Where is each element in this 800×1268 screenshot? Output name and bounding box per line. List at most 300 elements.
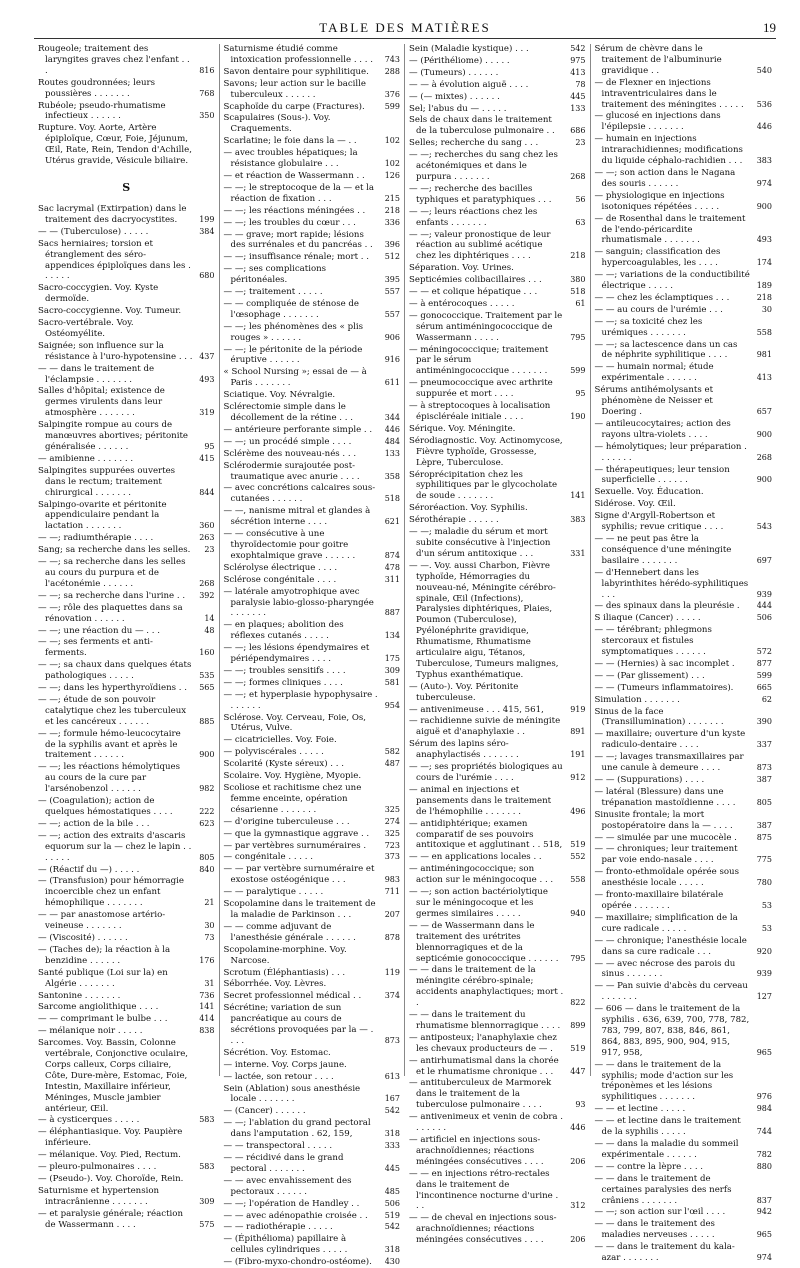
entry-page: 413 <box>756 373 772 383</box>
entry-text: Scopolamine-morphine. Voy. Narcose. <box>223 944 347 966</box>
index-entry <box>224 1199 401 1210</box>
entry-text: — par vertèbres surnuméraires . <box>223 840 367 851</box>
entry-page: 939 <box>756 969 772 979</box>
entry-text: Sérique. Voy. Méningite. <box>409 423 516 434</box>
entry-text: — — humain normal; étude expérimentale . . . . . . <box>594 362 714 384</box>
index-entry <box>224 678 401 689</box>
entry-page: 390 <box>756 717 772 727</box>
entry-text: Sein (Maladie kystique) . . . <box>409 44 529 54</box>
index-entry <box>595 1207 773 1218</box>
index-entry <box>595 613 773 624</box>
entry-page: 73 <box>204 932 215 942</box>
entry-text: — —, nanisme mitral et glandes à sécrétion interne . . . . <box>223 506 371 528</box>
entry-page: 133 <box>384 448 400 458</box>
entry-text: — avec troubles hépatiques; la résistance globulaire . . . <box>223 148 358 170</box>
index-entry <box>409 1169 586 1213</box>
entry-page: 557 <box>384 309 400 319</box>
entry-text: Savons; leur action sur le bacille tuberculeux . . . . . . <box>223 78 367 100</box>
entry-text: Sérum des lapins séro-anaphylactisés . . . . . . . <box>409 739 519 761</box>
entry-text: — mélanique noir . . . . . <box>38 1026 143 1037</box>
index-entry <box>224 252 401 263</box>
entry-text: — — compliquée de sténose de l'œsophage . . . . . . . <box>223 298 360 320</box>
entry-text: Sacro-vertébrale. Voy. Ostéomyélite. <box>38 318 134 339</box>
entry-page: 325 <box>384 828 400 838</box>
index-entry <box>38 123 215 167</box>
entry-text: — —; le streptocoque de la — et la réaction de fixation . . . <box>223 182 375 204</box>
entry-text: Rupture. Voy. Aorte, Artère épiploïque, Cœur, Foie, Jéjunum, Œil, Rate, Rein, Tendon d'Achille, Utérus gravide, Vésicule biliaire. <box>38 123 192 167</box>
entry-text: — — chroniques; leur traitement par voie endo-nasale . . . . <box>594 844 738 866</box>
entry-text: — — comprimant le bulbe . . . <box>38 1014 168 1025</box>
entry-text: — — et colique hépatique . . . <box>409 287 538 298</box>
index-entry <box>595 305 773 316</box>
entry-text: — antirhumatismal dans la chorée et le rhumatisme chronique . . . <box>409 1055 559 1077</box>
entry-text: — —; ses ferments et anti-ferments. <box>38 637 153 659</box>
entry-text: — pneumococcique avec arthrite suppurée et mort . . . . <box>409 378 553 400</box>
entry-text: S iliaque (Cancer) . . . . . <box>594 613 701 624</box>
entry-page: 782 <box>756 1149 772 1159</box>
index-entry <box>38 341 215 363</box>
index-entry <box>38 239 215 283</box>
index-entry <box>224 461 401 483</box>
entry-text: — — de Wassermann dans le traitement des urétrites blennorragiques et de la septicémie gonococcique . . . . . . <box>409 920 559 964</box>
entry-text: — (Coagulation); action de quelques hémostatiques . . . . <box>38 796 173 817</box>
entry-page: 21 <box>204 898 215 908</box>
entry-page: 543 <box>756 522 772 532</box>
entry-page: 519 <box>570 840 586 850</box>
page-title: TABLE DES MATIÈRES <box>319 20 491 35</box>
index-entry <box>224 1222 401 1233</box>
index-entry <box>595 1116 773 1138</box>
entry-page: 206 <box>570 1235 586 1245</box>
entry-page: 14 <box>204 613 215 623</box>
index-entry <box>409 864 586 886</box>
index-entry <box>38 78 215 100</box>
entry-page: 274 <box>384 816 400 826</box>
entry-text: — —; les réactions hémolytiques au cours de la cure par l'arsénobenzol . . . . . . <box>38 762 180 795</box>
index-entry <box>224 345 401 367</box>
entry-text: Sécrétion. Voy. Estomac. <box>223 1047 331 1058</box>
index-entry <box>38 1162 215 1173</box>
entry-text: — — par anastomose artério-veineuse . . . . . . . <box>38 910 166 932</box>
entry-page: 318 <box>384 1245 400 1255</box>
entry-page: 519 <box>384 1210 400 1220</box>
index-entry <box>409 80 586 91</box>
entry-text: Sclérose. Voy. Cerveau, Foie, Os, Utérus, Vulve. <box>223 712 367 734</box>
index-entry <box>595 729 773 751</box>
index-entry <box>38 420 215 453</box>
index-entry <box>409 263 586 274</box>
entry-text: — polyviscérales . . . . . <box>223 747 324 758</box>
entry-page: 309 <box>199 1196 215 1206</box>
index-entry <box>409 1033 586 1055</box>
index-entry <box>409 68 586 79</box>
entry-text: Sidérose. Voy. Œil. <box>594 499 676 510</box>
index-entry <box>595 913 773 935</box>
index-entry <box>38 991 215 1002</box>
index-entry <box>409 682 586 704</box>
index-entry <box>224 945 401 967</box>
entry-page: 487 <box>384 759 400 769</box>
entry-text: — de Flexner en injections intraventriculaires dans le traitement des méningites . . . . . <box>594 77 744 110</box>
index-entry <box>38 227 215 238</box>
entry-page: 30 <box>204 921 215 931</box>
entry-page: 344 <box>384 413 400 422</box>
entry-text: Scoliose et rachitisme chez une femme enceinte, opération césarienne . . . . . . . <box>223 783 362 815</box>
index-entry <box>595 844 773 866</box>
entry-text: — cicatricielles. Voy. Foie. <box>223 735 337 746</box>
index-entry <box>409 436 586 469</box>
index-entry <box>595 890 773 912</box>
index-entry <box>38 1127 215 1149</box>
index-entry <box>38 762 215 795</box>
entry-text: — —; son action bactériolytique sur le méningocoque et les germes similaires . . . . . <box>409 887 548 919</box>
entry-page: 975 <box>570 55 586 65</box>
index-entry <box>224 171 401 182</box>
entry-text: — —; son action sur l'œil . . . . <box>594 1207 726 1218</box>
index-entry <box>224 113 401 135</box>
entry-page: 319 <box>199 408 215 418</box>
entry-page: 484 <box>384 436 400 446</box>
entry-page: 611 <box>384 378 400 388</box>
index-entry <box>38 603 215 625</box>
entry-page: 899 <box>570 1020 586 1030</box>
entry-text: — —; recherche des bacilles typhiques et paratyphiques . . . <box>409 183 552 205</box>
entry-text: — avec concrétions calcaires sous-cutanées . . . . . . <box>223 483 376 505</box>
entry-text: — à streptocoques à localisation épiscléréale initiale . . . . <box>409 401 551 422</box>
entry-page: 983 <box>384 875 400 885</box>
entry-page: 445 <box>384 1163 400 1173</box>
entry-text: — —; variations de la conductibilité électrique . . . . . <box>594 270 750 292</box>
entry-text: — méningococcique; traitement par le sérum antiméningococcique . . . . . . . <box>409 344 549 377</box>
entry-text: — (Cancer) . . . . . . <box>223 1106 306 1117</box>
index-entry <box>409 138 586 149</box>
index-entry <box>595 534 773 567</box>
entry-text: Sclérectomie simple dans le décollement de la rétine . . . <box>223 402 353 423</box>
entry-text: — artificiel en injections sous-arachnoïdiennes; réactions méningées consécutives . . . . <box>409 1135 544 1167</box>
entry-page: 93 <box>575 1100 586 1110</box>
entry-text: — (Périthéliome) . . . . . <box>409 55 510 66</box>
entry-text: Sel; l'abus du — . . . . . <box>409 103 507 114</box>
entry-page: 518 <box>384 494 400 504</box>
entry-page: 126 <box>384 170 400 180</box>
entry-text: — congénitale . . . . . <box>223 852 313 863</box>
entry-text: — — et lectine dans le traitement de la syphilis . . . . . <box>594 1116 741 1138</box>
entry-page: 199 <box>199 214 215 224</box>
index-entry <box>595 362 773 384</box>
entry-page: 325 <box>384 804 400 814</box>
entry-page: 218 <box>384 205 400 215</box>
entry-page: 30 <box>761 304 772 314</box>
entry-page: 873 <box>756 763 772 773</box>
entry-text: — —; les phénomènes des « plis rouges » . . . . . . <box>223 321 363 343</box>
entry-page: 976 <box>756 1092 772 1102</box>
entry-text: — (— mixtes) . . . . . . <box>409 91 500 102</box>
entry-text: — maxillaire; ouverture d'un kyste radiculo-dentaire . . . . <box>594 729 746 751</box>
entry-page: 61 <box>575 298 586 308</box>
entry-text: Scapulaires (Sous-). Voy. Craquements. <box>223 113 331 135</box>
index-entry <box>595 936 773 958</box>
entry-text: Saturnisme étudié comme intoxication professionnelle . . . . <box>223 44 373 65</box>
page-header <box>34 20 776 39</box>
entry-page: 222 <box>199 807 215 816</box>
entry-page: 215 <box>384 193 400 203</box>
index-entry <box>224 506 401 528</box>
index-entry <box>224 587 401 620</box>
entry-text: — — par vertèbre surnuméraire et exostose ostéogénique . . . <box>223 864 375 886</box>
entry-page: 95 <box>575 389 586 399</box>
index-entry <box>38 1150 215 1161</box>
entry-page: 838 <box>199 1026 215 1036</box>
index-entry <box>409 56 586 67</box>
index-entry <box>224 183 401 205</box>
entry-text: Septicémies colibacillaires . . . <box>409 275 542 286</box>
entry-text: Sang; sa recherche dans les selles. <box>38 545 191 556</box>
entry-text: Sacro-coccygienne. Voy. Tumeur. <box>38 306 182 317</box>
entry-text: — (Transfusion) pour hémorragie incoercible chez un enfant hémophilique . . . . . . . <box>38 876 184 909</box>
entry-page: 318 <box>384 1129 400 1139</box>
entry-text: — animal en injections et pansements dans le traitement de l'hémophilie . . . . . . . <box>409 784 552 817</box>
entry-page: 982 <box>199 784 215 794</box>
entry-page: 583 <box>199 1162 215 1172</box>
index-entry <box>38 101 215 123</box>
index-entry <box>595 214 773 247</box>
entry-page: 444 <box>756 601 772 611</box>
entry-text: Santé publique (Loi sur la) en Algérie . . . . . . . <box>38 967 168 989</box>
index-column-3 <box>405 44 591 1246</box>
entry-page: 900 <box>199 750 215 760</box>
entry-text: — (Auto-). Voy. Péritonite tuberculeuse. <box>409 681 519 703</box>
entry-text: Saturnisme et hypertension intracrânienne . . . . . . . <box>38 1185 160 1207</box>
entry-page: 396 <box>384 240 400 250</box>
entry-page: 837 <box>756 1195 772 1205</box>
index-entry <box>224 437 401 448</box>
index-column-1 <box>34 44 220 1230</box>
entry-text: — —; sa lactescence dans un cas de néphrite syphilitique . . . . <box>594 339 738 361</box>
entry-text: — — dans la maladie du sommeil expérimentale . . . . . . <box>594 1139 739 1160</box>
index-entry <box>38 865 215 876</box>
entry-text: — éléphantiasique. Voy. Paupière inférieure. <box>38 1127 183 1149</box>
index-entry <box>595 511 773 533</box>
index-entry <box>409 921 586 965</box>
index-entry <box>224 529 401 562</box>
entry-page: 413 <box>570 67 586 77</box>
index-entry <box>409 1056 586 1078</box>
index-entry <box>224 887 401 898</box>
entry-text: — humain en injections intrarachidiennes; modifications du liquide céphalo-rachidien . . . <box>594 134 743 167</box>
entry-text: — —; les troubles du cœur . . . <box>223 217 356 228</box>
entry-page: 599 <box>384 101 400 111</box>
entry-page: 582 <box>384 747 400 757</box>
index-entry <box>38 306 215 317</box>
index-entry <box>38 283 215 305</box>
entry-text: — — térébrant; phlegmons stercoraux et fistules symptomatiques . . . . . . <box>594 625 712 658</box>
entry-text: — — radiothérapie . . . . . <box>223 1222 333 1233</box>
index-entry <box>595 981 773 1003</box>
index-entry <box>409 44 586 55</box>
index-entry <box>595 625 773 658</box>
entry-text: — (Épithélioma) papillaire à cellules cylindriques . . . . . <box>223 1234 348 1256</box>
index-entry <box>595 317 773 339</box>
index-entry <box>224 67 401 78</box>
entry-text: — — dans le traitement de l'éclampsie . . . . . . . <box>38 363 155 385</box>
entry-page: 506 <box>384 1198 400 1208</box>
entry-page: 519 <box>570 1043 586 1053</box>
entry-text: — — paralytique . . . . . <box>223 887 324 898</box>
entry-page: 900 <box>756 201 772 211</box>
entry-text: — —; action des extraits d'ascaris equorum sur la — chez le lapin . . . . . . . <box>38 830 192 863</box>
entry-page: 974 <box>756 178 772 188</box>
index-entry <box>409 705 586 716</box>
index-entry <box>38 729 215 762</box>
index-entry <box>224 1003 401 1047</box>
index-entry <box>38 1026 215 1037</box>
entry-text: — antivenimeuse . . . 415, 561, <box>409 704 544 715</box>
entry-text: — — comme adjuvant de l'anesthésie générale . . . . . . <box>223 921 356 943</box>
entry-page: 880 <box>756 1161 772 1171</box>
entry-page: 697 <box>756 555 772 565</box>
entry-page: 53 <box>761 923 772 933</box>
entry-text: — — dans le traitement des maladies nerveuses . . . . . <box>594 1219 715 1241</box>
entry-page: 191 <box>570 750 586 760</box>
entry-page: 56 <box>575 194 586 204</box>
entry-page: 358 <box>384 471 400 481</box>
entry-text: — — et lectine . . . . . <box>594 1104 686 1115</box>
index-entry <box>595 191 773 213</box>
entry-text: — hémolytiques; leur préparation . . . . . . . <box>594 441 747 463</box>
entry-text: — — récidivé dans le grand pectoral . . . . . . . <box>223 1153 344 1174</box>
entry-text: — à entérocoques . . . . . <box>409 298 515 309</box>
entry-page: 160 <box>199 648 215 658</box>
entry-page: 176 <box>199 955 215 965</box>
entry-page: 446 <box>756 122 772 132</box>
entry-page: 190 <box>570 412 586 421</box>
index-entry <box>38 637 215 659</box>
entry-text: — — (Suppurations) . . . . <box>594 775 705 785</box>
index-entry <box>224 1048 401 1059</box>
index-entry <box>38 660 215 682</box>
entry-page: 743 <box>384 54 400 64</box>
index-entry <box>38 1002 215 1013</box>
entry-text: — antileucocytaires; action des rayons ultra-violets . . . . <box>594 418 731 440</box>
entry-page: 780 <box>756 878 772 888</box>
entry-text: Rubéole; pseudo-rhumatisme infectieux . . . . . . <box>38 100 166 122</box>
entry-text: — —; traitement . . . . . <box>223 287 323 298</box>
entry-page: 175 <box>384 654 400 664</box>
entry-page: 875 <box>756 832 772 842</box>
index-entry <box>224 979 401 990</box>
index-entry <box>595 671 773 682</box>
index-entry <box>595 419 773 441</box>
index-entry <box>224 864 401 886</box>
entry-page: 141 <box>199 1002 215 1012</box>
entry-page: 795 <box>570 953 586 963</box>
entry-page: 376 <box>384 89 400 99</box>
index-entry <box>595 775 773 786</box>
entry-text: — —; action de la bile . . . <box>38 818 150 829</box>
entry-page: 414 <box>199 1014 215 1024</box>
index-entry <box>409 275 586 286</box>
entry-page: 575 <box>199 1219 215 1229</box>
entry-page: 542 <box>384 1222 400 1232</box>
index-entry <box>38 933 215 944</box>
entry-text: — maxillaire; simplification de la cure radicale . . . . . <box>594 912 738 934</box>
entry-page: 822 <box>570 998 586 1008</box>
entry-text: Sacro-coccygien. Voy. Kyste dermoïde. <box>38 283 159 305</box>
index-entry <box>224 425 401 436</box>
entry-text: — antiméningococcique; son action sur le méningocoque . . . <box>409 864 554 886</box>
index-entry <box>224 1118 401 1140</box>
entry-text: — rachidienne suivie de méningite aiguë et d'anaphylaxie . . <box>409 716 561 738</box>
entry-page: 78 <box>575 79 586 89</box>
entry-text: — —; dans les hyperthyroïdiens . . <box>38 683 187 694</box>
entry-text: Scolarité (Kyste séreux) . . . <box>223 759 344 770</box>
entry-text: — —; radiumthérapie . . . . <box>38 533 154 544</box>
entry-text: — des spinaux dans la pleurésie . <box>594 601 740 612</box>
entry-page: 723 <box>384 840 400 850</box>
index-entry <box>224 206 401 217</box>
index-entry <box>38 876 215 909</box>
entry-page: 572 <box>756 647 772 657</box>
index-entry <box>409 1078 586 1111</box>
entry-page: 493 <box>756 235 772 245</box>
entry-page: 900 <box>756 429 772 439</box>
index-entry <box>224 620 401 642</box>
entry-page: 599 <box>570 366 586 376</box>
entry-text: — (Fibro-myxo-chondro-ostéome). <box>223 1257 372 1268</box>
entry-text: — —; ses complications péritonéales. <box>223 264 327 286</box>
index-entry <box>224 390 401 401</box>
index-entry <box>38 386 215 419</box>
entry-text: Santonine . . . . . . . <box>38 990 121 1001</box>
entry-text: — antidiphtérique; examen comparatif de ses pouvoirs antitoxique et agglutinant . . 518, <box>409 818 563 851</box>
entry-page: 268 <box>570 171 586 181</box>
entry-page: 174 <box>756 258 772 268</box>
entry-text: — —; sa toxicité chez les urémiques . . . . . . . <box>594 316 703 338</box>
index-entry <box>595 247 773 269</box>
index-entry <box>409 115 586 137</box>
entry-page: 680 <box>199 271 215 281</box>
entry-text: Sarcomes. Voy. Bassin, Colonne vertébrale, Conjonctive oculaire, Corps calleux, Corps ciliaire, Côte, Dure-mère, Estomac, Foie, Intestin, Maxillaire inférieur, Méninges, Muscle jambier antérieur, Œil. <box>38 1038 189 1114</box>
index-entry <box>224 287 401 298</box>
index-entry <box>595 810 773 832</box>
entry-text: — en plaques; abolition des réflexes cutanés . . . . . <box>223 620 344 642</box>
entry-text: Sinus de la face (Transillumination) . . . . . . . <box>594 706 724 728</box>
entry-text: — —; rôle des plaquettes dans sa rénovation . . . . . . <box>38 602 183 624</box>
index-entry <box>224 817 401 828</box>
entry-page: 167 <box>384 1094 400 1104</box>
entry-text: — pleuro-pulmonaires . . . . <box>38 1162 157 1173</box>
entry-page: 552 <box>570 852 586 862</box>
entry-text: — —; formule hémo-leucocytaire de la syphilis avant et après le traitement . . . . . . <box>38 728 181 761</box>
index-entry <box>38 500 215 533</box>
entry-text: Scolaire. Voy. Hygiène, Myopie. <box>223 771 362 782</box>
index-entry <box>224 1211 401 1222</box>
index-entry <box>38 204 215 226</box>
index-entry <box>38 683 215 694</box>
entry-text: Sécrétine; variation de sun pancréatique au cours de sécrétions provoquées par la — . . . . <box>223 1003 374 1046</box>
index-entry <box>595 787 773 809</box>
entry-page: 288 <box>384 66 400 76</box>
entry-page: 878 <box>384 932 400 942</box>
entry-page: 599 <box>756 670 772 680</box>
index-entry <box>595 487 773 498</box>
entry-page: 268 <box>199 578 215 588</box>
index-entry <box>224 483 401 505</box>
entry-text: Salpingite rompue au cours de manœuvres abortives; péritonite généralisée . . . . . . <box>38 420 189 452</box>
entry-page: 981 <box>756 350 772 360</box>
entry-text: — mélanique. Voy. Pied, Rectum. <box>38 1150 181 1161</box>
index-entry <box>224 666 401 677</box>
